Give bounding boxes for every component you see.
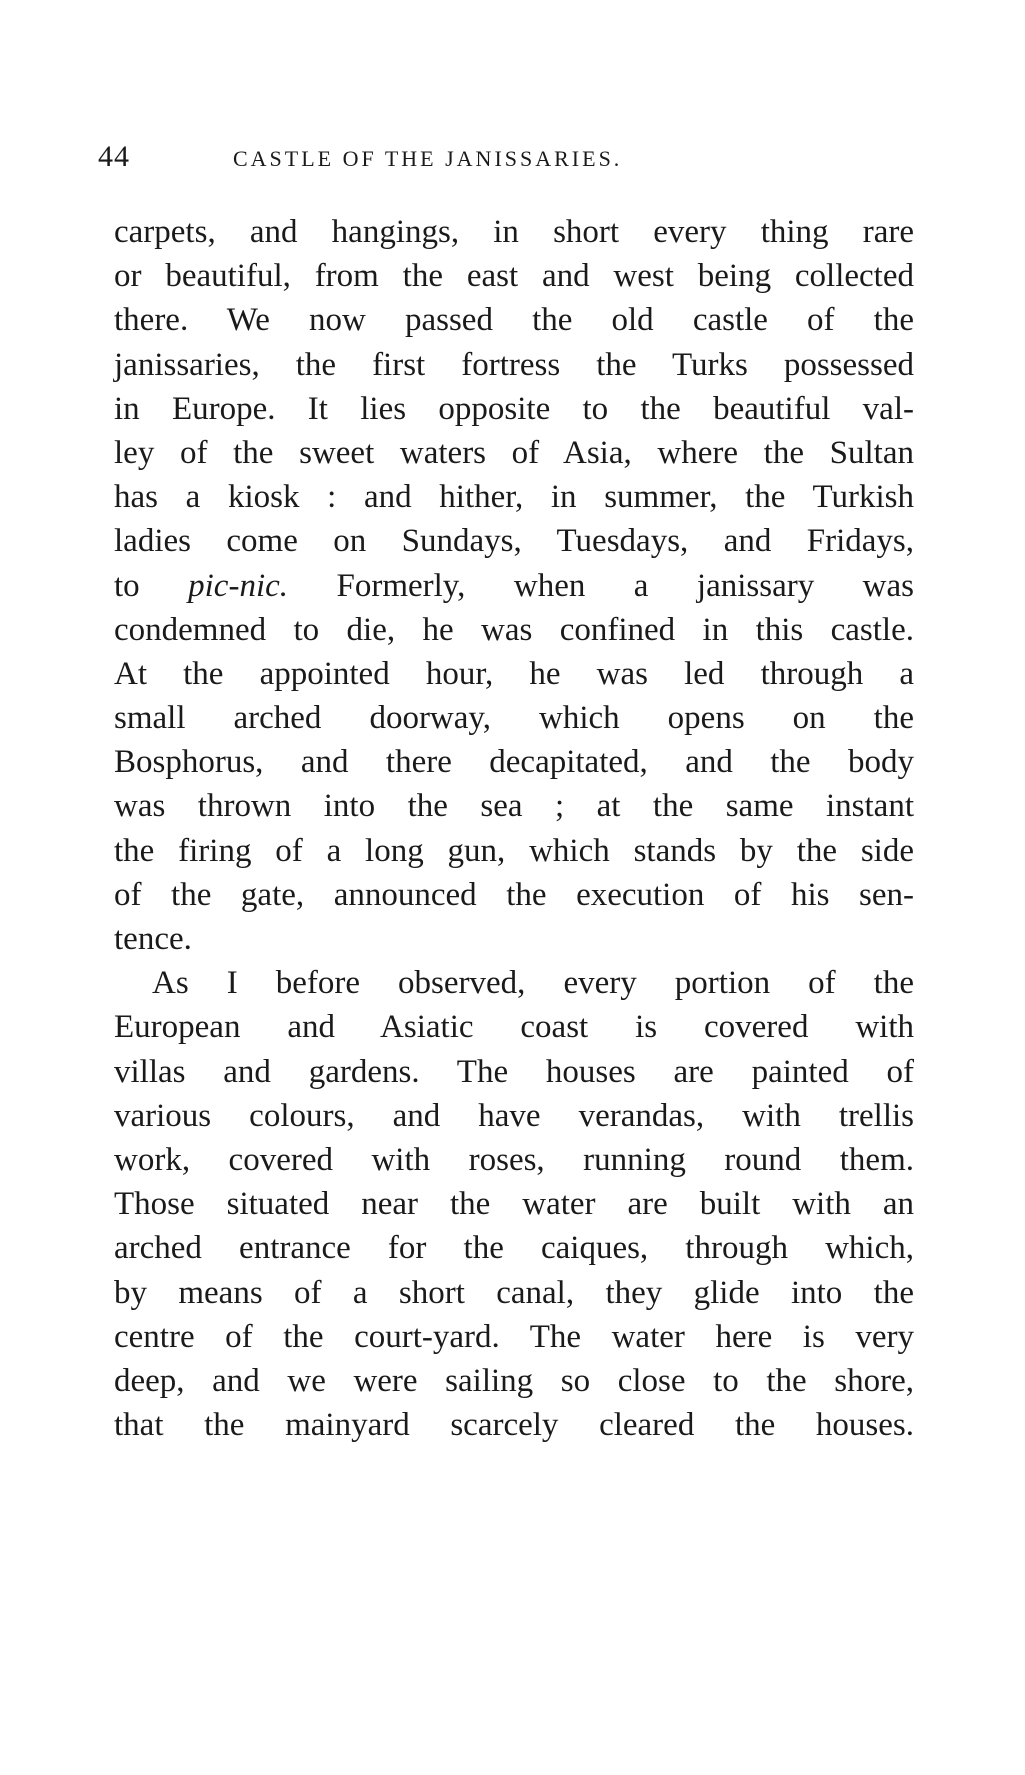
text-line: ley of the sweet waters of Asia, where the Sultan — [114, 434, 914, 471]
text-line: condemned to die, he was confined in this castle. — [114, 611, 914, 648]
text-line: of the gate, announced the execution of his sen- — [114, 876, 914, 913]
text-line: janissaries, the first fortress the Turks possessed — [114, 346, 914, 383]
text-line: there. We now passed the old castle of the — [114, 302, 914, 339]
paragraph-1 — [114, 210, 914, 961]
text-line: was thrown into the sea ; at the same instant — [114, 788, 914, 825]
text-segment: to — [114, 567, 189, 604]
paragraph-2 — [114, 961, 914, 1447]
text-segment: Formerly, when a janissary was — [288, 567, 914, 604]
text-line: As I before observed, every portion of the — [152, 965, 914, 1002]
text-line: tence. — [114, 921, 192, 957]
text-line: centre of the court-yard. The water here is very — [114, 1318, 914, 1355]
text-line: deep, and we were sailing so close to the shore, — [114, 1362, 914, 1399]
text-line: or beautiful, from the east and west being collected — [114, 258, 914, 295]
text-line: by means of a short canal, they glide into the — [114, 1274, 914, 1311]
text-line: European and Asiatic coast is covered with — [114, 1009, 914, 1046]
page-header — [98, 140, 818, 180]
text-line: various colours, and have verandas, with trellis — [114, 1097, 914, 1134]
text-line: small arched doorway, which opens on the — [114, 700, 914, 737]
text-line: work, covered with roses, running round them. — [114, 1141, 914, 1178]
text-line: arched entrance for the caiques, through which, — [114, 1230, 914, 1267]
text-line: the firing of a long gun, which stands by the side — [114, 832, 914, 869]
italic-term: pic-nic. — [188, 567, 289, 604]
text-line: Those situated near the water are built with an — [114, 1186, 914, 1223]
text-line: carpets, and hangings, in short every thing rare — [114, 214, 914, 250]
running-title: CASTLE OF THE JANISSARIES. — [233, 146, 623, 171]
text-line: has a kiosk : and hither, in summer, the Turkish — [114, 479, 914, 516]
text-line: At the appointed hour, he was led through a — [114, 655, 914, 692]
body-text — [114, 210, 914, 1447]
text-line — [114, 564, 914, 608]
text-line: in Europe. It lies opposite to the beautiful val- — [114, 390, 914, 427]
text-line: ladies come on Sundays, Tuesdays, and Fridays, — [114, 523, 914, 560]
text-line: Bosphorus, and there decapitated, and the body — [114, 744, 914, 781]
page-number: 44 — [98, 140, 130, 173]
text-line: villas and gardens. The houses are painted of — [114, 1053, 914, 1090]
text-line: that the mainyard scarcely cleared the houses. — [114, 1407, 914, 1444]
